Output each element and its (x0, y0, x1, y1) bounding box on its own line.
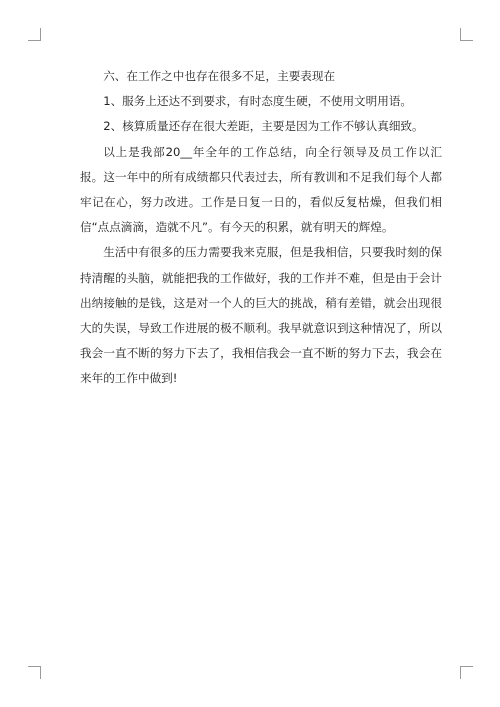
shortcomings-heading: 六、在工作之中也存在很多不足，主要表现在 (103, 69, 336, 83)
top-right-corner-mark (460, 28, 473, 41)
summary-paragraph: 以上是我部20__年全年的工作总结，向全行领导及员工作以汇报。这一年中的所有成绩都只代表过去，所有教训和不足我们每个人都牢记在心，努力改进。工作是日复一日的，看似反复枯燥，但我们相信“点点滴滴，造就不凡”。有今天的积累，就有明天的辉煌。 (80, 144, 442, 235)
shortcoming-item-service: 1、服务上还达不到要求，有时态度生硬，不使用文明用语。 (103, 94, 413, 109)
top-left-corner-mark (28, 28, 41, 41)
bottom-right-corner-mark (460, 666, 473, 679)
shortcoming-item-accounting: 2、核算质量还存在很大差距，主要是因为工作不够认真细致。 (103, 119, 424, 134)
closing-paragraph: 生活中有很多的压力需要我来克服，但是我相信，只要我时刻的保持清醒的头脑，就能把我的工作做好，我的工作并不难，但是由于会计出纳接触的是钱，这是对一个人的巨大的挑战，稍有差错，就会出现很大的失误，导致工作进展的极不顺利。我早就意识到这种情况了，所以我会一直不断的努力下去了，我相信我会一直不断的努力下去，我会在来年的工作中做到! (80, 245, 442, 386)
document-body (80, 64, 442, 392)
bottom-left-corner-mark (28, 666, 41, 679)
